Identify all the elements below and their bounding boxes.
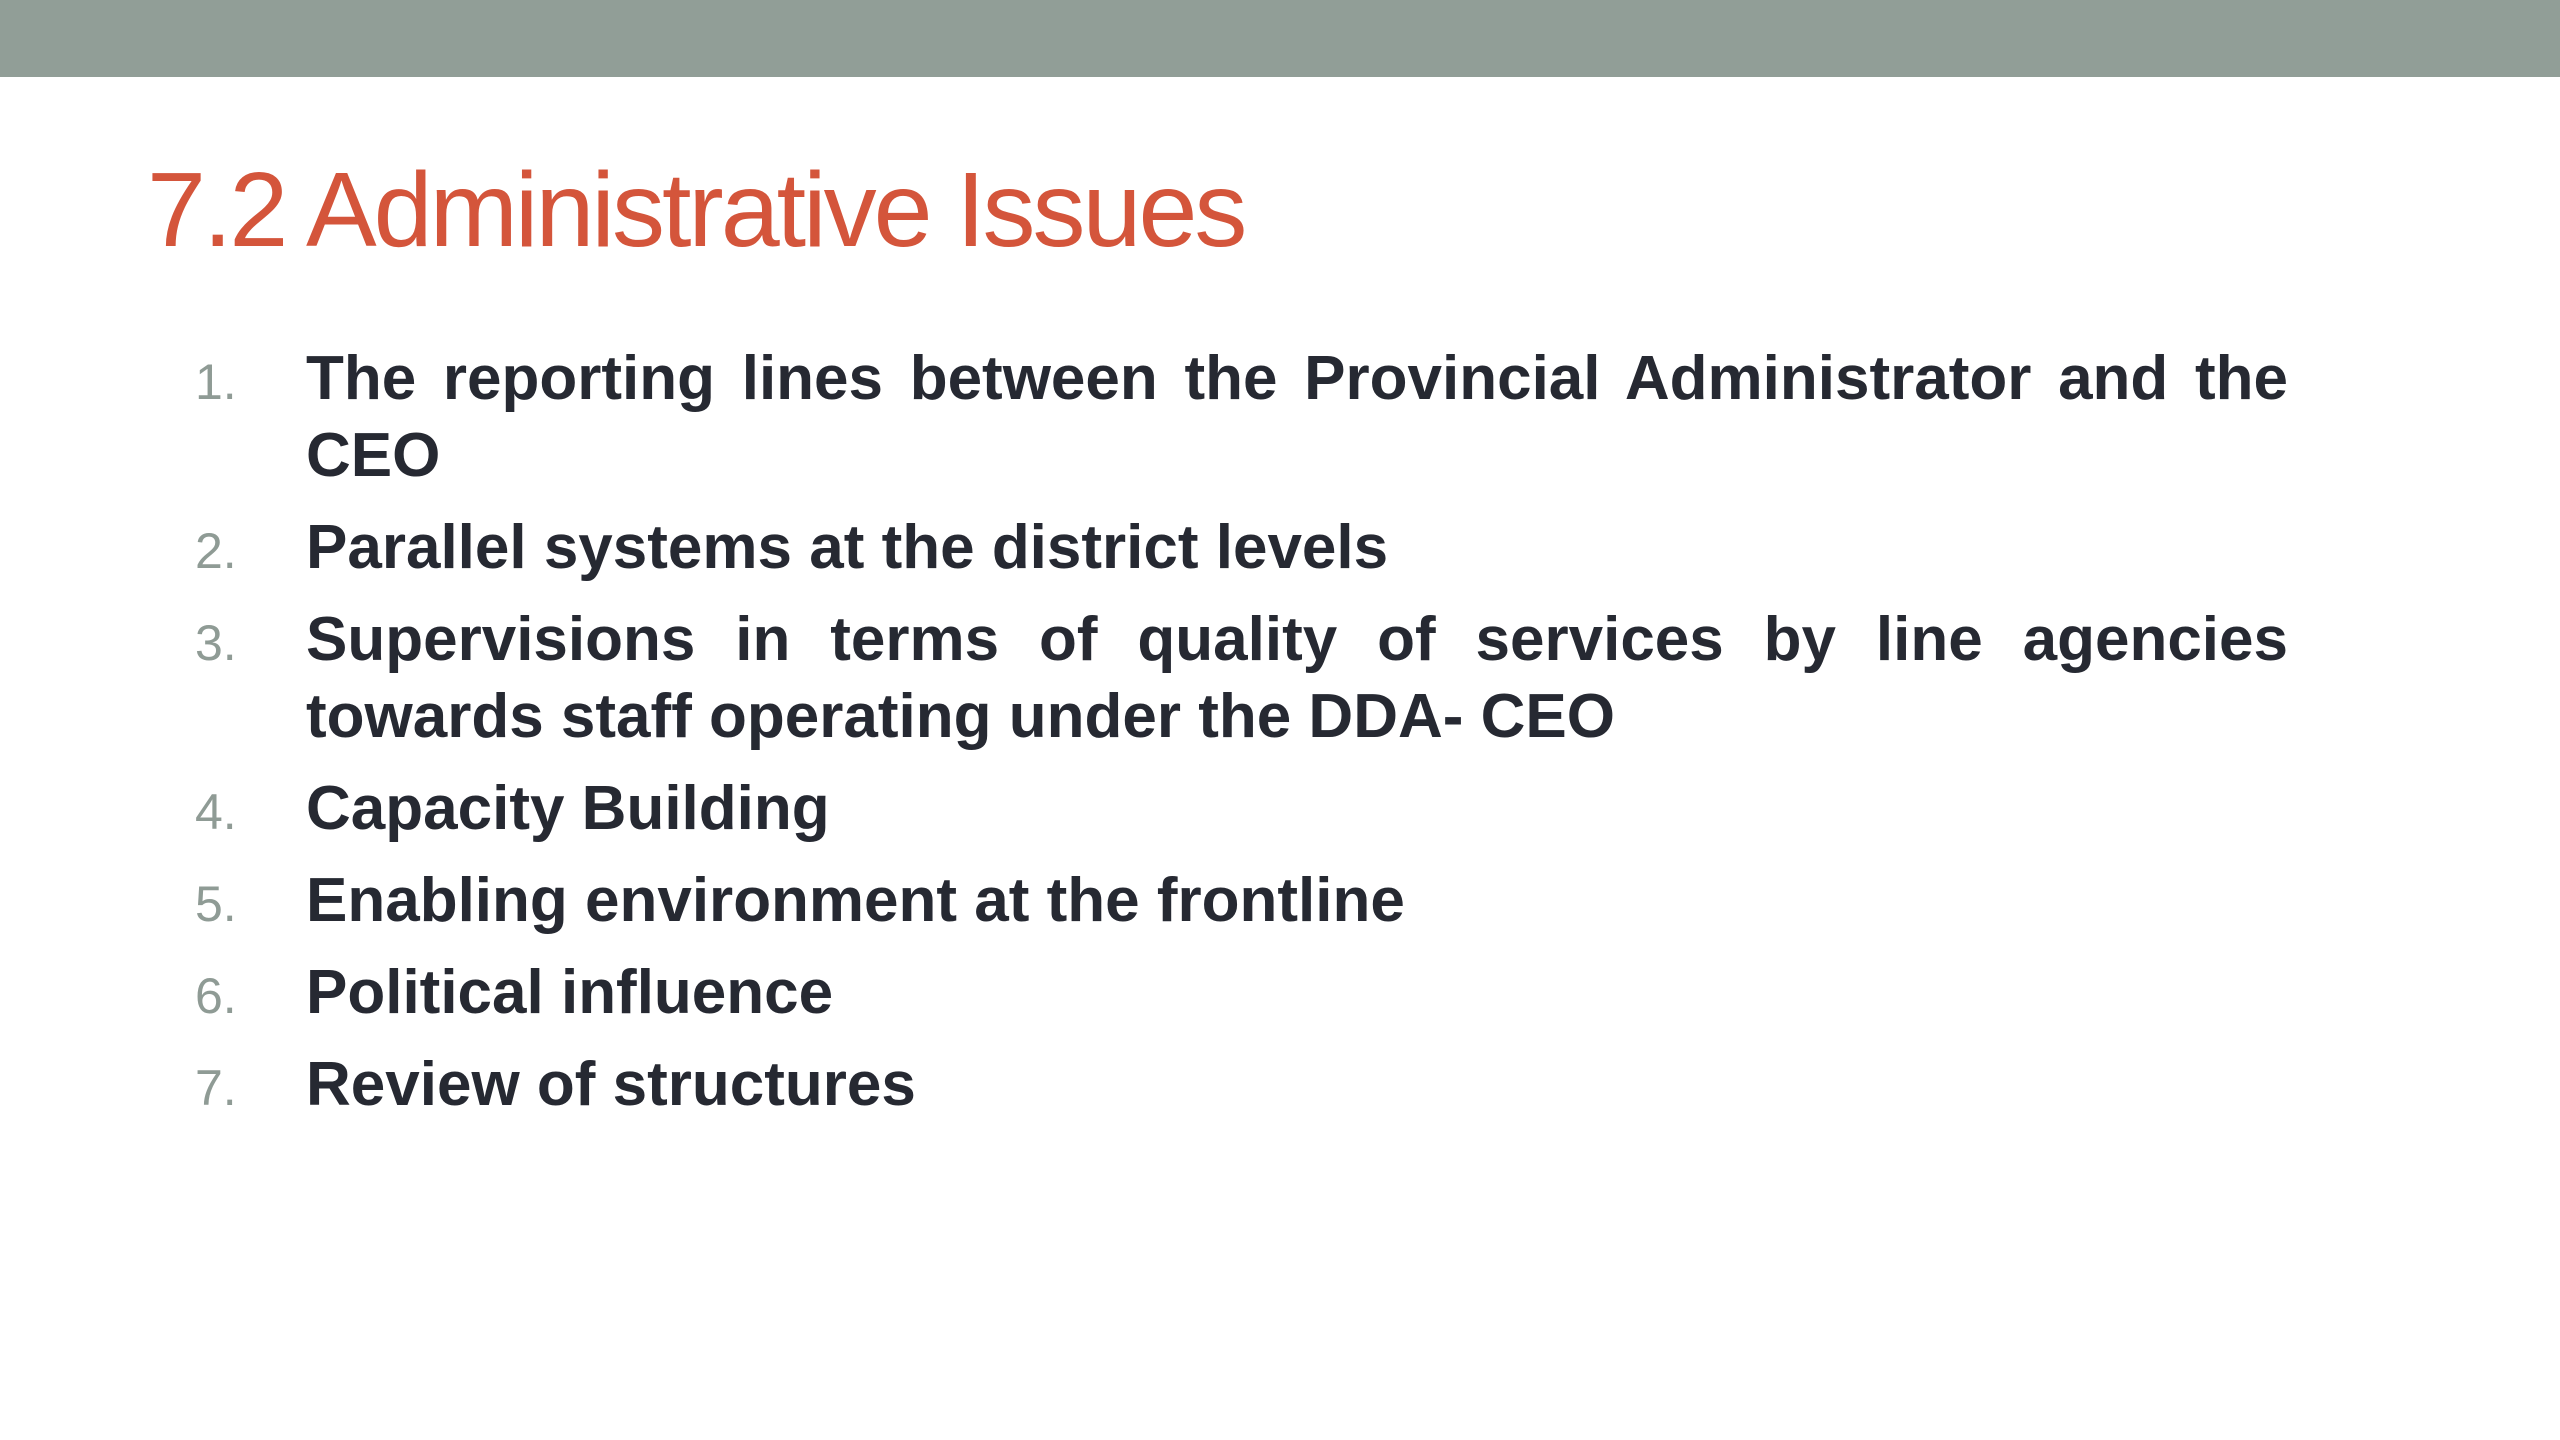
list-item-number: 1. (195, 354, 237, 410)
list-item-number: 4. (195, 784, 237, 840)
list-item (195, 954, 2288, 1031)
slide-title: 7.2 Administrative Issues (147, 151, 1245, 269)
list-item-text: Parallel systems at the district levels (306, 513, 1389, 582)
list-item (195, 601, 2288, 755)
list-item-text: Enabling environment at the frontline (306, 866, 1405, 935)
list-item-number: 2. (195, 523, 237, 579)
list-item (195, 340, 2288, 494)
list-item-text: The reporting lines between the Provincial Administrator and the CEO (306, 344, 2288, 490)
list-item-number: 3. (195, 615, 237, 671)
header-accent-bar (0, 0, 2560, 77)
list-item-text: Political influence (306, 958, 834, 1027)
list-item-text: Review of structures (306, 1050, 916, 1119)
list-item-text: Capacity Building (306, 774, 830, 843)
list-item-text: Supervisions in terms of quality of services by line agencies towards staff operating under the DDA- CEO (306, 605, 2288, 751)
list-item (195, 509, 2288, 586)
list-item-number: 6. (195, 968, 237, 1024)
list-item (195, 862, 2288, 939)
list-item-number: 5. (195, 876, 237, 932)
issues-list (195, 340, 2288, 1138)
list-item (195, 770, 2288, 847)
list-item-number: 7. (195, 1060, 237, 1116)
list-item (195, 1046, 2288, 1123)
